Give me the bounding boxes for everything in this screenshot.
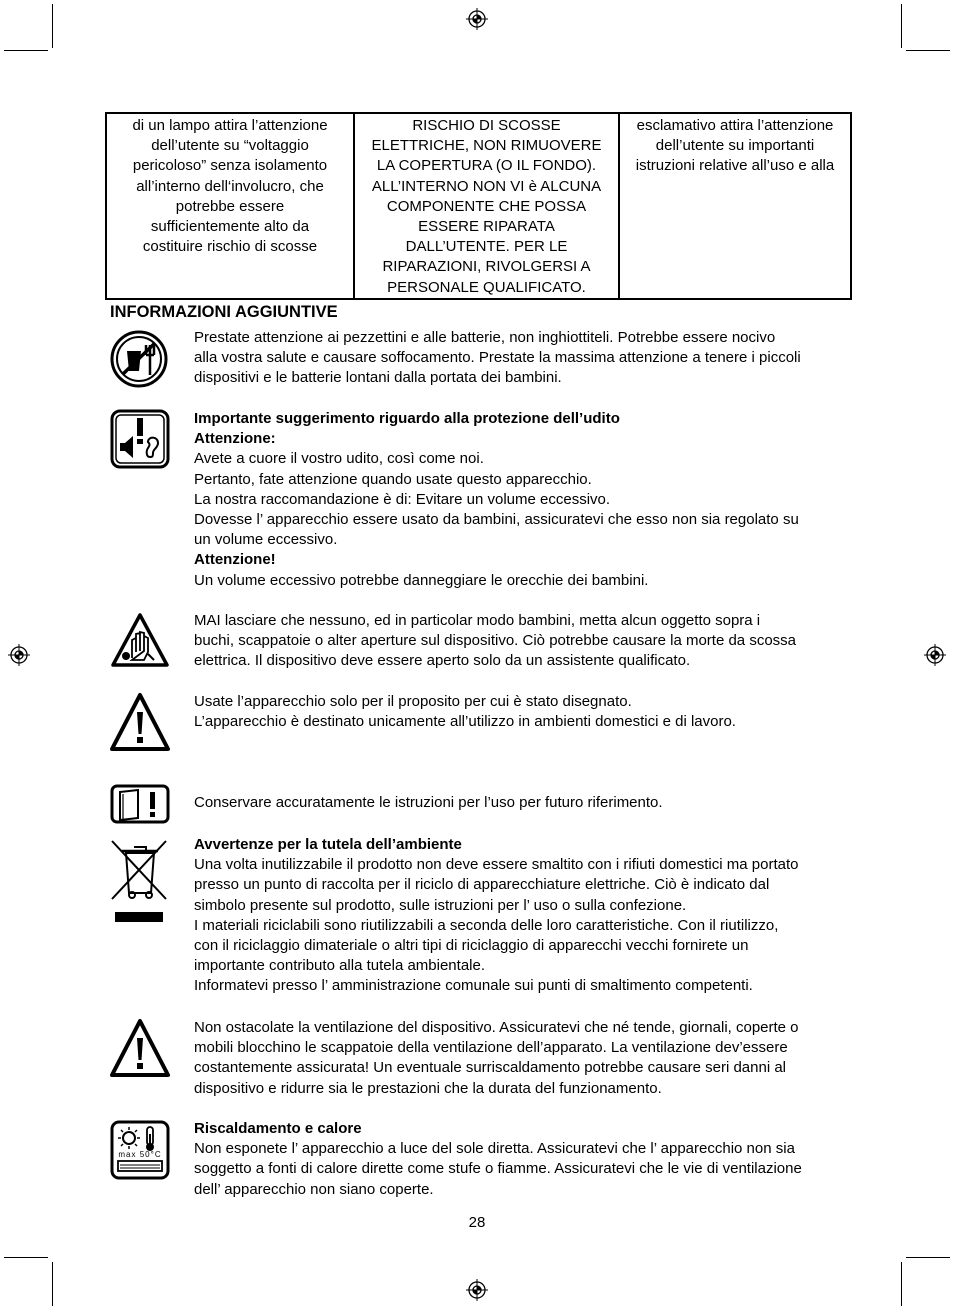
section-title: INFORMAZIONI AGGIUNTIVE: [110, 303, 338, 321]
text-line: un volume eccessivo.: [194, 531, 338, 549]
text-line: importante contributo alla tutela ambientale.: [194, 957, 486, 975]
text-line: Pertanto, fate attenzione quando usate questo apparecchio.: [194, 470, 592, 488]
text-line: La nostra raccomandazione è di: Evitare un volume eccessivo.: [194, 490, 611, 508]
cell-line: COMPONENTE CHE POSSA: [386, 197, 587, 215]
table-cell-exclamation: [619, 113, 851, 299]
heat-warning-icon: [110, 1120, 170, 1180]
crop-mark: [52, 1262, 53, 1306]
text-line: Conservare accuratamente le istruzioni per l’uso per futuro riferimento.: [194, 794, 663, 811]
warning-triangle-icon: [110, 1018, 170, 1078]
text-line: MAI lasciare che nessuno, ed in particolar modo bambini, metta alcun oggetto sopra i: [194, 612, 761, 629]
hearing-protection-icon: [110, 409, 170, 469]
cell-line: ALL’INTERNO NON VI è ALCUNA: [371, 177, 602, 195]
warning-table: [105, 112, 852, 300]
no-objects-warning-icon: [110, 612, 170, 668]
manual-book-icon: [110, 784, 170, 824]
cell-line: costituire rischio di scosse: [142, 238, 318, 256]
cell-line: RISCHIO DI SCOSSE: [412, 117, 561, 134]
text-line: buchi, scappatoie o alter aperture sul dispositivo. Ciò potrebbe causare la morte da scossa: [194, 632, 796, 650]
crop-mark: [901, 1262, 902, 1306]
environment-text: [194, 835, 854, 997]
attention-label: Attenzione!: [194, 551, 276, 569]
text-line: Non esponete l’ apparecchio a luce del sole diretta. Assicuratevi che l’ apparecchio non sia: [194, 1140, 795, 1158]
text-line: Dovesse l’ apparecchio essere usato da bambini, assicuratevi che esso non sia regolato su: [194, 511, 799, 529]
hearing-heading: Importante suggerimento riguardo alla protezione dell’udito: [194, 410, 620, 427]
purpose-text: [194, 692, 854, 732]
cell-line: esclamativo attira l’attenzione: [636, 117, 834, 134]
heat-text: [194, 1119, 854, 1200]
keep-instructions-text: [194, 793, 854, 813]
cell-line: potrebbe essere: [175, 197, 285, 215]
ventilation-text: [194, 1018, 854, 1099]
warning-triangle-icon: [110, 692, 170, 752]
text-line: costantemente assicurata! Un eventuale surriscaldamento potrebbe causare seri danni al: [194, 1059, 787, 1077]
text-line: I materiali riciclabili sono riutilizzabili a seconda delle loro caratteristiche. Con il riutilizzo,: [194, 916, 779, 934]
cell-line: dell’utente su importanti: [655, 137, 815, 155]
cell-line: di un lampo attira l’attenzione: [132, 117, 328, 134]
text-line: presso un punto di raccolta per il riciclo di apparecchiature elettriche. Ciò è indicato dal: [194, 876, 770, 894]
cell-line: dell’utente su “voltaggio: [151, 137, 309, 155]
cell-line: all’interno dell‘involucro, che: [136, 177, 324, 195]
text-line: Usate l’apparecchio solo per il proposito per cui è stato disegnato.: [194, 693, 632, 710]
registration-mark-icon: [466, 8, 488, 30]
registration-mark-icon: [466, 1279, 488, 1301]
crossed-bin-icon: [110, 839, 170, 925]
cell-line: LA COPERTURA (O IL FONDO).: [376, 157, 597, 175]
text-line: con il riciclaggio dimateriale o altri tipi di riciclaggio di apparecchi vecchi fornirete un: [194, 937, 749, 955]
heat-heading: Riscaldamento e calore: [194, 1120, 362, 1137]
hearing-text: [194, 409, 854, 591]
text-line: simbolo presente sul prodotto, sulle istruzioni per l’ uso o sulla confezione.: [194, 896, 687, 914]
text-line: dell’ apparecchio non siano coperte.: [194, 1180, 434, 1198]
text-line: Avete a cuore il vostro udito, così come noi.: [194, 450, 484, 468]
cell-line: ESSERE RIPARATA: [418, 218, 555, 236]
cell-line: RIPARAZIONI, RIVOLGERSI A: [382, 258, 591, 276]
text-line: L’apparecchio è destinato unicamente all’utilizzo in ambienti domestici e di lavoro.: [194, 713, 736, 731]
text-line: elettrica. Il dispositivo deve essere aperto solo da un assistente qualificato.: [194, 652, 691, 670]
text-line: dispositivi e le batterie lontani dalla portata dei bambini.: [194, 369, 562, 387]
cell-line: DALL’UTENTE. PER LE: [405, 238, 568, 256]
cell-line: pericoloso” senza isolamento: [132, 157, 328, 175]
environment-heading: Avvertenze per la tutela dell’ambiente: [194, 836, 462, 853]
cell-line: ELETTRICHE, NON RIMUOVERE: [371, 137, 602, 155]
max-temp-label: max 50°C: [118, 1150, 162, 1159]
text-line: mobili blocchino le scappatoie della ventilazione dell’apparato. La ventilazione dev’essere: [194, 1039, 788, 1057]
crop-mark: [52, 4, 53, 48]
text-line: soggetto a fonti di calore dirette come stufe o fiamme. Assicuratevi che le vie di ventilazione: [194, 1160, 802, 1178]
cell-line: istruzioni relative all’uso e alla: [635, 157, 835, 175]
text-line: Informatevi presso l’ amministrazione comunale sui punti di smaltimento competenti.: [194, 977, 753, 995]
small-parts-text: [194, 328, 854, 389]
no-swallow-icon: [110, 329, 168, 389]
crop-mark: [4, 50, 48, 51]
table-row: [106, 113, 851, 299]
crop-mark: [906, 1257, 950, 1258]
crop-mark: [901, 4, 902, 48]
crop-mark: [4, 1257, 48, 1258]
crop-mark: [906, 50, 950, 51]
registration-mark-icon: [924, 644, 946, 666]
table-cell-lightning: [106, 113, 354, 299]
text-line: alla vostra salute e causare soffocamento. Prestate la massima attenzione a tenere i piccoli: [194, 349, 801, 367]
page-number: 28: [468, 1214, 486, 1231]
registration-mark-icon: [8, 644, 30, 666]
attention-label: Attenzione:: [194, 430, 276, 448]
text-line: dispositivo e ridurre sia le prestazioni che la durata del funzionamento.: [194, 1079, 662, 1097]
text-line: Prestate attenzione ai pezzettini e alle batterie, non inghiottiteli. Potrebbe essere nocivo: [194, 329, 776, 346]
text-line: Una volta inutilizzabile il prodotto non deve essere smaltito con i rifiuti domestici ma portato: [194, 856, 799, 874]
text-line: Non ostacolate la ventilazione del dispositivo. Assicuratevi che né tende, giornali, coperte o: [194, 1019, 799, 1036]
objects-text: [194, 611, 854, 672]
text-line: Un volume eccessivo potrebbe danneggiare le orecchie dei bambini.: [194, 571, 649, 589]
cell-line: sufficientemente alto da: [150, 218, 310, 236]
table-cell-shock-risk: [354, 113, 619, 299]
cell-line: PERSONALE QUALIFICATO.: [387, 278, 586, 296]
